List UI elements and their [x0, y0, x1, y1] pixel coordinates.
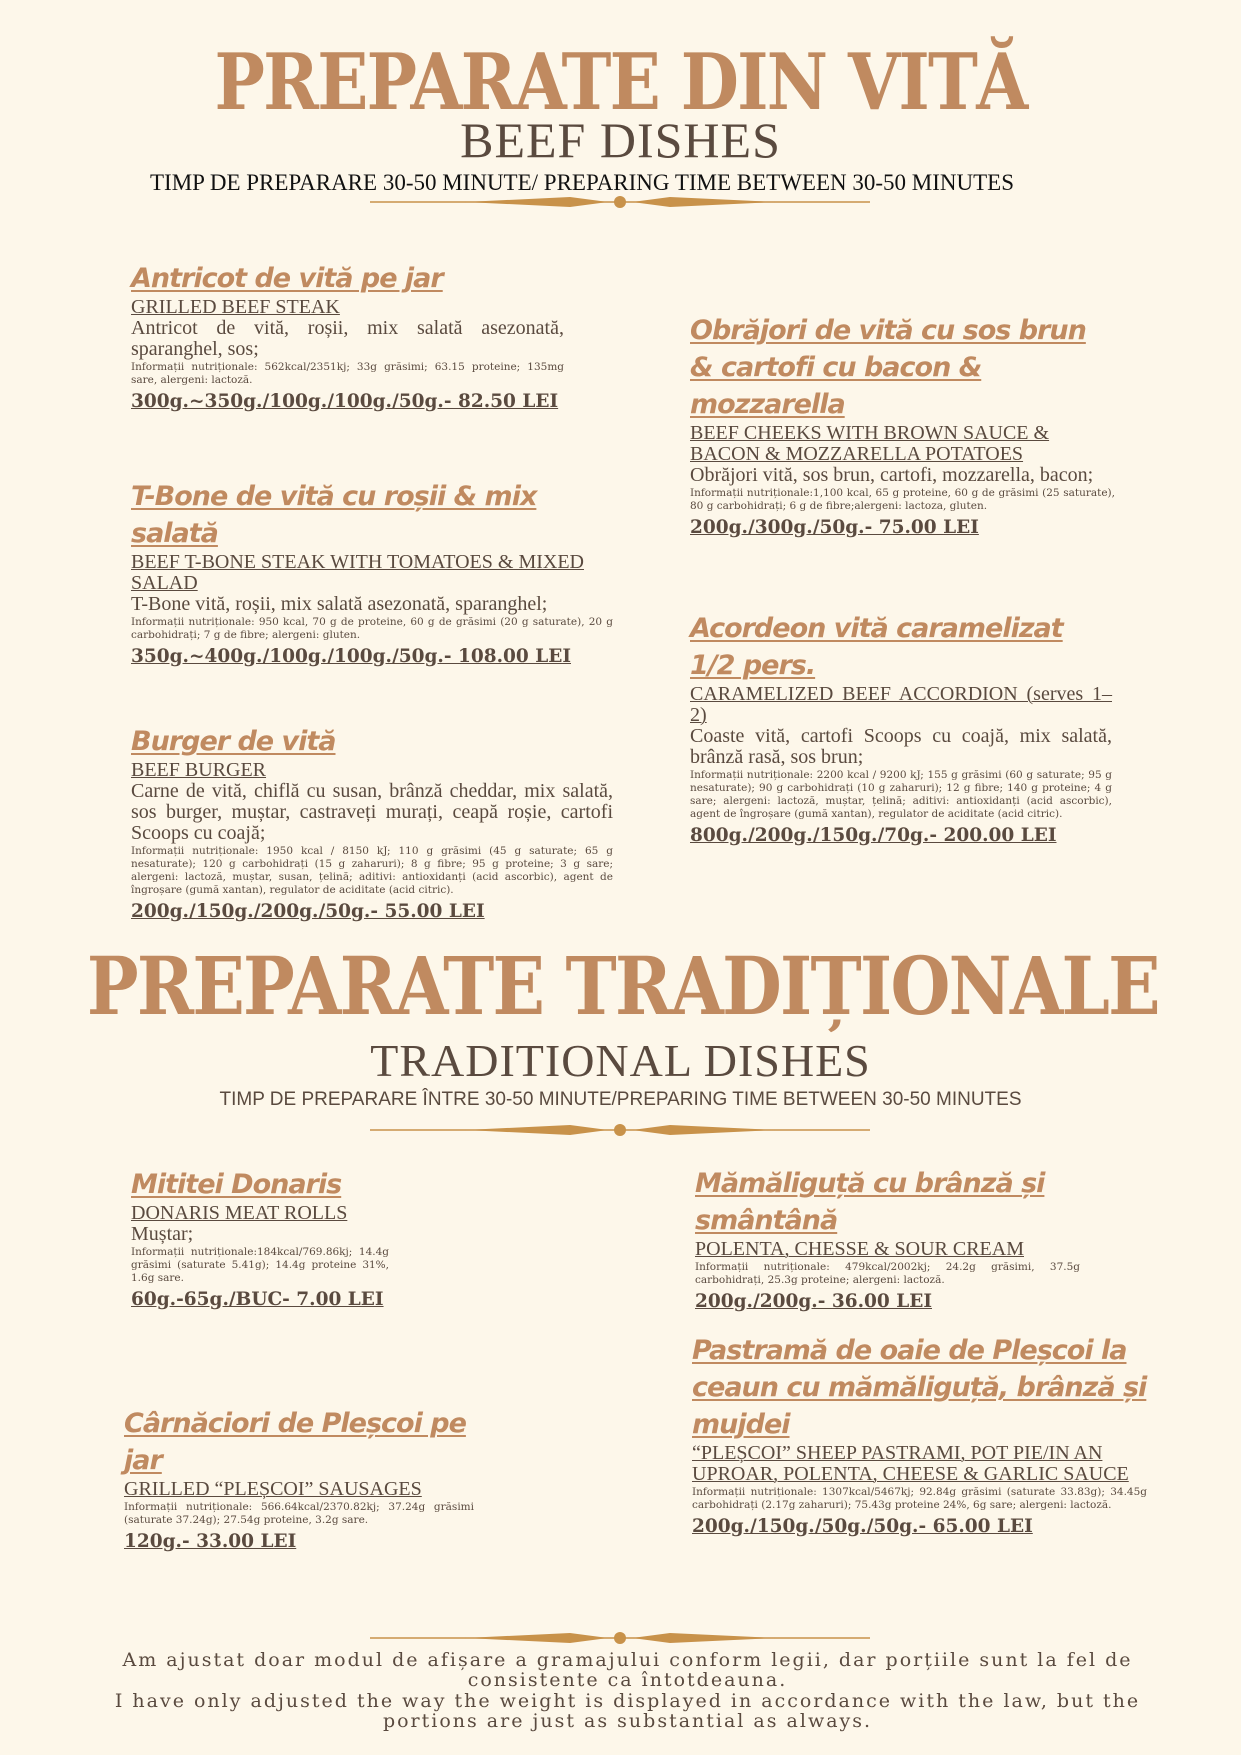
- menu-item-polenta: [695, 1165, 1080, 1314]
- dish-description: Carne de vită, chiflă cu susan, brânză cheddar, mix salată, sos burger, muștar, castraveți murați, ceapă roșie, cartofi Scoops cu coajă;: [131, 780, 613, 844]
- dish-name-ro: Mămăliguță cu brânză și smântână: [695, 1168, 1045, 1236]
- dish-price: 800g./200g./150g./70g.- 200.00 LEI: [690, 825, 1057, 846]
- traditional-preparing-time: TIMP DE PREPARARE ÎNTRE 30-50 MINUTE/PREPARING TIME BETWEEN 30-50 MINUTES: [219, 1089, 1022, 1110]
- dish-name-ro: Acordeon vită caramelizat 1/2 pers.: [690, 613, 1063, 681]
- beef-preparing-time: TIMP DE PREPARARE 30-50 MINUTE/ PREPARING TIME BETWEEN 30-50 MINUTES: [150, 170, 1015, 195]
- dish-name-en: POLENTA, CHESSE & SOUR CREAM: [695, 1238, 1024, 1260]
- dish-description: Muștar;: [131, 1223, 194, 1245]
- traditional-section-title: PREPARATE TRADIȚIONALE: [86, 939, 1159, 1033]
- dish-price: 200g./300g./50g.- 75.00 LEI: [690, 517, 979, 538]
- dish-description: Obrăjori vită, sos brun, cartofi, mozzarella, bacon;: [690, 464, 1094, 486]
- dish-description: Antricot de vită, roșii, mix salată asezonată, sparanghel, sos;: [131, 317, 564, 360]
- menu-item-beef-cheeks: [690, 312, 1115, 540]
- ornament-divider-icon: [370, 193, 870, 211]
- dish-name-en: “PLEȘCOI” SHEEP PASTRAMI, POT PIE/IN AN UPROAR, POLENTA, CHEESE & GARLIC SAUCE: [692, 1442, 1129, 1485]
- nutrition-info: Informații nutriționale: 1307kcal/5467kj; 92.84g grăsimi (saturate 33.83g); 34.45g carbohidrați (2.17g zaharuri); 75.43g proteine 24%, 6g sare; alergeni: lactoză.: [692, 1486, 1147, 1511]
- nutrition-info: Informații nutriționale: 566.64kcal/2370.82kj; 37.24g grăsimi (saturate 37.24g); 27.54g proteine, 3.2g sare.: [124, 1501, 474, 1526]
- menu-item-plescoi-sausages: [124, 1405, 474, 1554]
- nutrition-info: Informații nutriționale: 479kcal/2002kj; 24.2g grăsimi, 37.5g carbohidrați, 25.3g proteine; alergeni: lactoză.: [695, 1261, 1080, 1286]
- beef-section-subtitle: BEEF DISHES: [460, 112, 781, 168]
- dish-name-en: BEEF CHEEKS WITH BROWN SAUCE & BACON & MOZZARELLA POTATOES: [690, 422, 1050, 465]
- dish-description: T-Bone vită, roșii, mix salată asezonată, sparanghel;: [131, 593, 548, 615]
- menu-item-plescoi-pastrami: [692, 1332, 1147, 1539]
- dish-name-ro: Mititei Donaris: [131, 1169, 342, 1200]
- beef-section-title: PREPARATE DIN VITĂ: [214, 37, 1027, 128]
- nutrition-info: Informații nutriționale: 2200 kcal / 9200 kJ; 155 g grăsimi (60 g saturate; 95 g nesaturate); 90 g carbohidrați (10 g zaharuri); 12 g fibre; 140 g proteine; 4 g sare; alergeni: lactoză, muștar, țelină; aditivi: antioxidanți (acid ascorbic), agent de îngroșare (gumă xantan), regulator de aciditate (acid citric).: [690, 769, 1112, 820]
- dish-name-ro: Obrăjori de vită cu sos brun & cartofi cu bacon & mozzarella: [690, 315, 1086, 420]
- dish-name-en: GRILLED “PLEȘCOI” SAUSAGES: [124, 1478, 422, 1500]
- nutrition-info: Informații nutriționale: 950 kcal, 70 g de proteine, 60 g de grăsimi (20 g saturate), 20 g carbohidrați; 7 g de fibre; alergeni: gluten.: [131, 616, 613, 641]
- dish-name-ro: Antricot de vită pe jar: [131, 263, 443, 294]
- dish-name-en: GRILLED BEEF STEAK: [131, 296, 340, 318]
- ornament-divider-icon: [370, 1629, 870, 1647]
- dish-price: 120g.- 33.00 LEI: [124, 1531, 297, 1552]
- dish-price: 200g./200g.- 36.00 LEI: [695, 1291, 932, 1312]
- footer-note-ro: Am ajustat doar modul de afișare a gramajului conform legii, dar porțiile sunt la fel de consistente ca întotdeauna.: [122, 1649, 1133, 1691]
- dish-price: 60g.-65g./BUC- 7.00 LEI: [131, 1289, 384, 1310]
- dish-description: Coaste vită, cartofi Scoops cu coajă, mix salată, brânză rasă, sos brun;: [690, 725, 1112, 768]
- nutrition-info: Informații nutriționale: 562kcal/2351kj; 33g grăsimi; 63.15 proteine; 135mg sare, alergeni: lactoză.: [131, 361, 564, 386]
- dish-name-ro: Cârnăciori de Pleșcoi pe jar: [124, 1408, 466, 1476]
- dish-name-ro: Pastramă de oaie de Pleșcoi la ceaun cu mămăliguță, brânză și mujdei: [692, 1335, 1147, 1440]
- dish-price: 300g.~350g./100g./100g./50g.- 82.50 LEI: [131, 391, 559, 412]
- nutrition-info: Informații nutriționale: 1950 kcal / 8150 kJ; 110 g grăsimi (45 g saturate; 65 g nesaturate); 120 g carbohidrați (15 g zaharuri); 8 g fibre; 95 g proteine; 3 g sare; alergeni: lactoză, muștar, susan, țelină; aditivi: antioxidanți (acid ascorbic), agent de îngroșare (gumă xantan), regulator de aciditate (acid citric).: [131, 845, 613, 896]
- dish-price: 350g.~400g./100g./100g./50g.- 108.00 LEI: [131, 646, 571, 667]
- dish-name-ro: T-Bone de vită cu roșii & mix salată: [131, 481, 537, 549]
- dish-name-en: BEEF T-BONE STEAK WITH TOMATOES & MIXED SALAD: [131, 551, 584, 594]
- ornament-divider-icon: [370, 1121, 870, 1139]
- menu-item-mititei: [131, 1166, 389, 1312]
- dish-name-ro: Burger de vită: [131, 726, 336, 757]
- menu-item-beef-burger: [131, 723, 613, 924]
- footer-note-en: I have only adjusted the way the weight is displayed in accordance with the law, but the portions are just as substantial as always.: [114, 1690, 1141, 1732]
- menu-item-t-bone-steak: [131, 478, 613, 669]
- dish-price: 200g./150g./200g./50g.- 55.00 LEI: [131, 901, 485, 922]
- dish-price: 200g./150g./50g./50g.- 65.00 LEI: [692, 1516, 1033, 1537]
- nutrition-info: Informații nutriționale:1,100 kcal, 65 g proteine, 60 g de grăsimi (25 saturate), 80 g carbohidrați; 6 g de fibre;alergeni: lactoza, gluten.: [690, 487, 1115, 512]
- dish-name-en: DONARIS MEAT ROLLS: [131, 1202, 348, 1224]
- nutrition-info: Informații nutriționale:184kcal/769.86kj; 14.4g grăsimi (saturate 5.41g); 14.4g proteine 31%, 1.6g sare.: [131, 1246, 389, 1284]
- traditional-section-subtitle: TRADITIONAL DISHES: [370, 1035, 871, 1086]
- dish-name-en: BEEF BURGER: [131, 759, 267, 781]
- dish-name-en: CARAMELIZED BEEF ACCORDION (serves 1–2): [690, 683, 1112, 726]
- menu-item-beef-accordion: [690, 610, 1112, 848]
- menu-item-grilled-beef-steak: [131, 260, 564, 414]
